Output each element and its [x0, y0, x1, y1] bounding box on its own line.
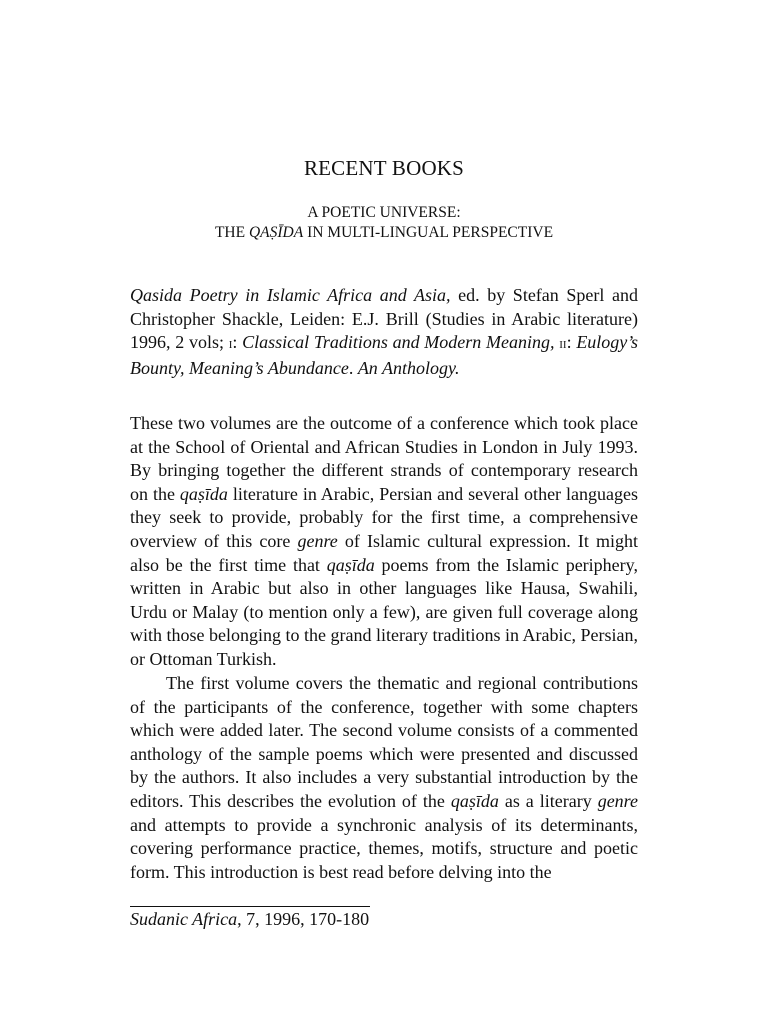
review-heading-line-2	[0, 223, 768, 243]
journal-name: Sudanic Africa	[130, 909, 238, 929]
paragraph-2-text-a: The first volume covers the thematic and regional contributions of the participants of the conference, together with some chapters which were added later. The second volume consists of a commented anthology of the sample poems which were presented and discussed by the authors. It also includes a very substantial introduction by the editors. This describes the evolution of the	[130, 673, 638, 811]
publication-details: ed. by Stefan Sperl and Christopher Shackle, Leiden: E.J. Brill (Studies in Arabic literature) 1996, 2 vols;	[130, 285, 638, 353]
paragraph-1-text-d: poems from the Islamic periphery, written in Arabic but also in other languages like Hausa, Swahili, Urdu or Malay (to mention only a few), are given full coverage along with those belonging to the grand literary traditions in Arabic, Persian, or Ottoman Turkish.	[130, 554, 638, 669]
body-paragraph-1	[130, 412, 638, 672]
heading-suffix: IN MULTI-LINGUAL PERSPECTIVE	[303, 224, 554, 241]
heading-italic-term: QAṢĪDA	[248, 224, 304, 241]
volume-2-tail: .	[348, 357, 358, 378]
volume-2-title: Eulogy’s Bounty, Meaning’s Abundance	[130, 332, 638, 378]
paragraph-2-text-b: as a literary	[498, 790, 598, 811]
journal-citation	[130, 907, 369, 931]
italic-term: qaṣīda	[179, 483, 228, 504]
volume-1-separator: :	[232, 332, 243, 353]
anthology-label: An Anthology.	[357, 357, 460, 378]
volume-2-numeral: ii	[559, 336, 567, 353]
review-heading-line-1: A POETIC UNIVERSE:	[307, 204, 461, 221]
volume-1-title: Classical Traditions and Modern Meaning,	[242, 332, 555, 353]
italic-term: genre	[597, 790, 639, 811]
italic-term: qaṣīda	[450, 790, 499, 811]
review-heading	[0, 203, 768, 243]
body-paragraph-2	[130, 672, 638, 884]
volume-2-separator: :	[566, 332, 577, 353]
paragraph-1-text-b: literature in Arabic, Persian and several other languages they seek to provide, probably for the first time, a comprehensive overview of this core	[130, 483, 638, 551]
journal-volume-pages: , 7, 1996, 170-180	[237, 909, 370, 929]
heading-prefix: THE	[214, 224, 249, 241]
book-title: Qasida Poetry in Islamic Africa and Asia,	[130, 285, 451, 305]
paragraph-1-text-c: of Islamic cultural expression. It might also be the first time that	[130, 530, 638, 575]
paragraph-2-text-c: and attempts to provide a synchronic analysis of its determinants, covering performance practice, themes, motifs, structure and poetic form. This introduction is best read before delving into the	[130, 814, 638, 882]
italic-term: genre	[297, 530, 338, 551]
bibliographic-entry	[130, 284, 638, 380]
paragraph-1-text-a: These two volumes are the outcome of a conference which took place at the School of Oriental and African Studies in London in July 1993. By bringing together the different strands of contemporary research on the	[130, 413, 638, 504]
section-title: RECENT BOOKS	[303, 156, 465, 180]
italic-term: qaṣīda	[326, 554, 375, 575]
volume-1-numeral: i	[228, 336, 233, 353]
